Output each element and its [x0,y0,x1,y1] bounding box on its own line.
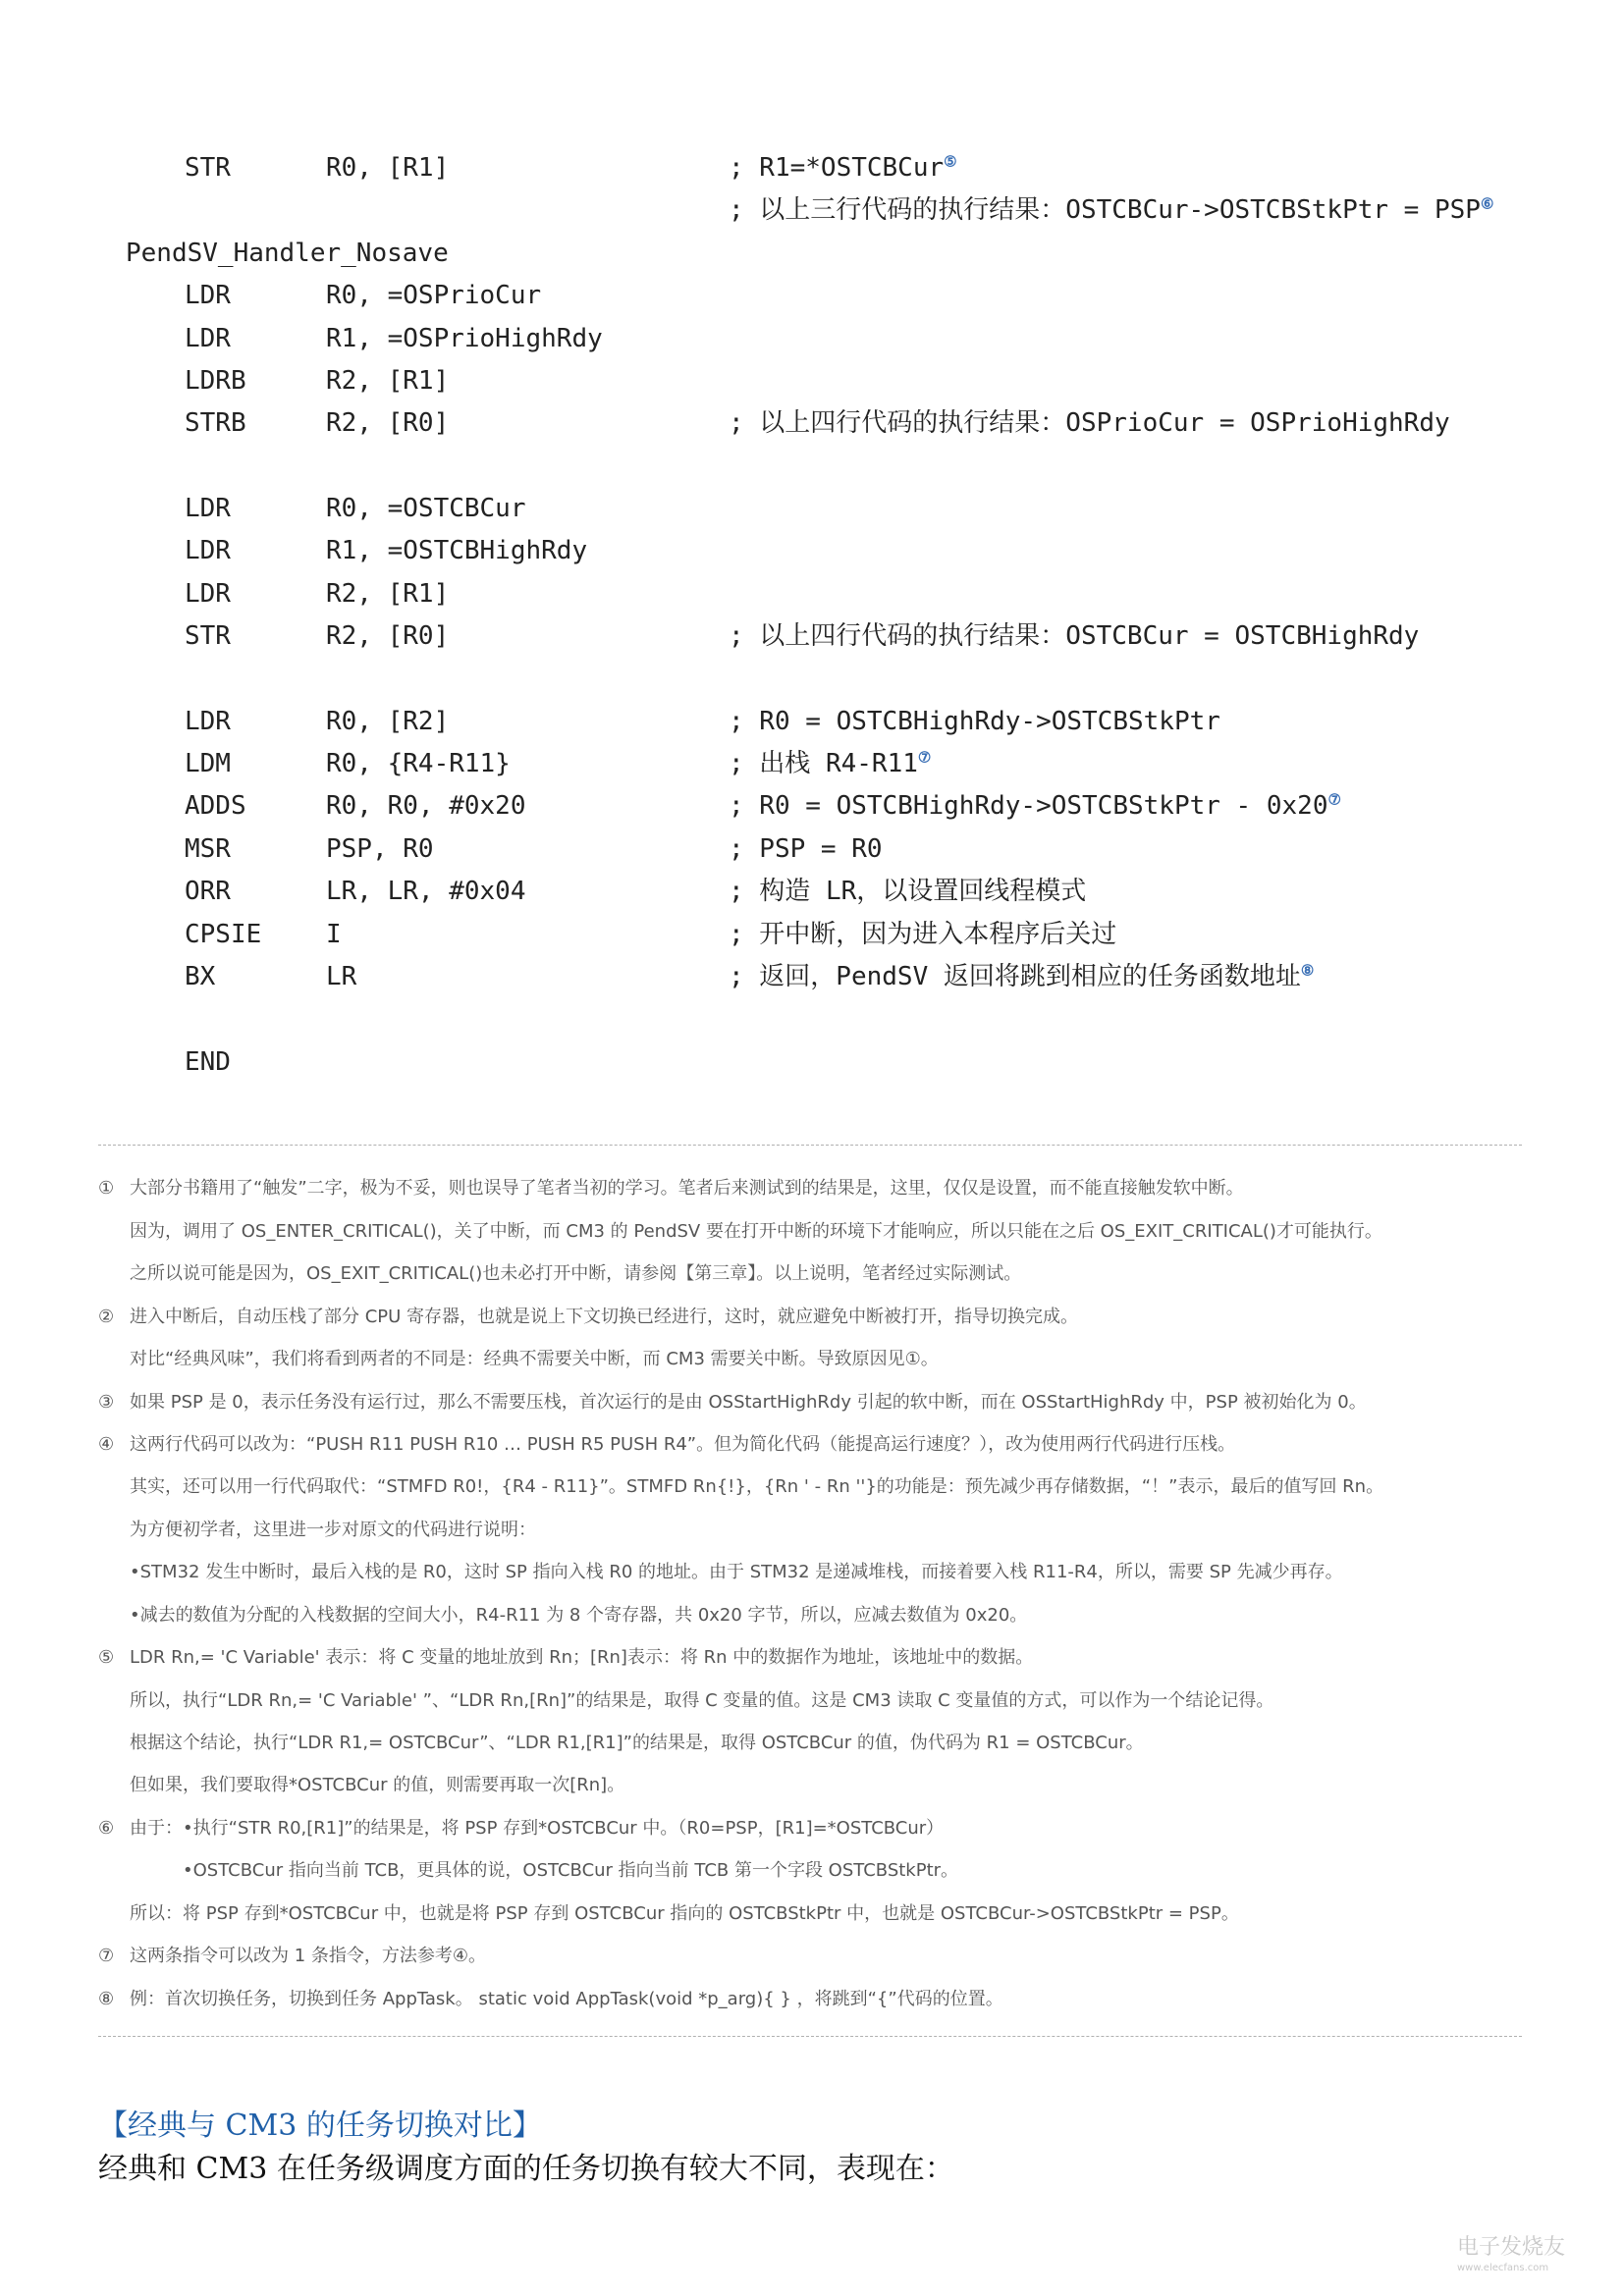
footnote-continuation: 所以，执行“LDR Rn,= 'C Variable' ”、“LDR Rn,[Rn]”的结果是，取得 C 变量的值。这是 CM3 读取 C 变量值的方式，可以作为一个结论记得。 [130,1690,1274,1711]
code-comment: ; 以上四行代码的执行结果：OSTCBCur = OSTCBHighRdy [729,621,1420,651]
footnote-text: 这两行代码可以改为：“PUSH R11 PUSH R10 … PUSH R5 PUSH R4”。但为简化代码（能提高运行速度？），改为使用两行代码进行压栈。 [130,1434,1236,1455]
code-comment: ; 构造 LR，以设置回线程模式 [729,877,1087,906]
footnote [98,1423,1532,1466]
footnote-continuation: 所以：将 PSP 存到*OSTCBCur 中，也就是将 PSP 存到 OSTCBCur 指向的 OSTCBStkPtr 中，也就是 OSTCBCur->OSTCBStkPtr = PSP。 [130,1903,1239,1924]
code-args: R2, [R1] [326,366,450,396]
code-comment: ; 以上四行代码的执行结果：OSPrioCur = OSPrioHighRdy [729,408,1450,438]
code-line [0,871,1624,913]
code-op: STRB [185,408,246,438]
footnote [98,1636,1532,1679]
code-comment [729,147,957,189]
code-args: LR, LR, #0x04 [326,877,526,906]
footnote-number: ⑥ [98,1818,115,1839]
code-op: LDR [185,707,231,736]
code-line [0,615,1624,658]
code-args: R0, [R1] [326,153,450,183]
code-op: LDM [185,749,231,778]
code-line [0,402,1624,445]
footnote-ref[interactable]: ⑥ [1480,194,1494,213]
code-line [0,233,1624,275]
footnote-ref[interactable]: ⑤ [944,152,957,171]
footnote-text: 如果 PSP 是 0，表示任务没有运行过，那么不需要压栈，首次运行的是由 OSStartHighRdy 引起的软中断，而在 OSStartHighRdy 中，PSP 被初始化为 0。 [130,1392,1367,1413]
code-op: CPSIE [185,920,262,949]
code-args: I [326,920,342,949]
code-line [0,573,1624,615]
footnote-text: LDR Rn,= 'C Variable' 表示：将 C 变量的地址放到 Rn；[Rn]表示：将 Rn 中的数据作为地址，该地址中的数据。 [130,1647,1034,1668]
footnote [98,1978,1532,2020]
footnote [98,1935,1532,1977]
code-op: STR [185,621,231,651]
footnote-number: ④ [98,1434,115,1455]
code-line [0,360,1624,402]
code-line [0,828,1624,871]
footnote-continuation: 为方便初学者，这里进一步对原文的代码进行说明： [130,1520,536,1540]
code-op: LDR [185,579,231,609]
footnote [98,1296,1532,1338]
footnote-number: ⑦ [98,1946,115,1966]
comment-text: ; 返回，PendSV 返回将跳到相应的任务函数地址 [729,962,1301,991]
code-line [0,956,1624,998]
footnote-number: ② [98,1307,115,1327]
comment-text: ; 出栈 R4-R11 [729,749,918,778]
code-args: R2, [R0] [326,621,450,651]
footnote-text: 例：首次切换任务，切换到任务 AppTask。 static void AppTask(void *p_arg){ } ，将跳到“{”代码的位置。 [130,1989,1003,2009]
footnote-ref[interactable]: ⑦ [917,748,932,767]
code-comment [729,956,1314,998]
code-args: R1, =OSTCBHighRdy [326,536,588,565]
code-op: LDRB [185,366,246,396]
code-args: R0, =OSPrioCur [326,281,542,310]
code-args: R0, R0, #0x20 [326,791,526,821]
footnote-text: 大部分书籍用了“触发”二字，极为不妥，则也误导了笔者当初的学习。笔者后来测试到的结果是，这里，仅仅是设置，而不能直接触发软中断。 [130,1178,1244,1199]
code-line [0,701,1624,743]
footnote-number: ⑤ [98,1647,115,1668]
code-line [0,275,1624,317]
footnote-continuation: 对比“经典风味”，我们将看到两者的不同是：经典不需要关中断，而 CM3 需要关中断。导致原因见①。 [130,1349,939,1369]
code-comment: ; PSP = R0 [729,834,883,864]
code-op: ORR [185,877,231,906]
body-paragraph: 经典和 CM3 在任务级调度方面的任务切换有较大不同，表现在： [98,2152,954,2186]
footnote-ref[interactable]: ⑦ [1327,790,1341,809]
code-args: R0, =OSTCBCur [326,494,526,523]
code-op: LDR [185,324,231,353]
footnote-text: 由于：•执行“STR R0,[R1]”的结果是，将 PSP 存到*OSTCBCur 中。（R0=PSP，[R1]=*OSTCBCur） [130,1818,945,1839]
footnote-bullet: •减去的数值为分配的入栈数据的空间大小，R4-R11 为 8 个寄存器，共 0x20 字节，所以，应减去数值为 0x20。 [130,1605,1028,1626]
code-args: R2, [R0] [326,408,450,438]
footnote-bullet: •STM32 发生中断时，最后入栈的是 R0，这时 SP 指向入栈 R0 的地址。由于 STM32 是递减堆栈，而接着要入栈 R11-R4，所以，需要 SP 先减少再存。 [130,1562,1343,1582]
code-args: R0, [R2] [326,707,450,736]
code-op: LDR [185,536,231,565]
comment-text: ; R0 = OSTCBHighRdy->OSTCBStkPtr - 0x20 [729,791,1328,821]
code-comment [729,743,931,785]
footnote-bullet: •OSTCBCur 指向当前 TCB，更具体的说，OSTCBCur 指向当前 TCB 第一个字段 OSTCBStkPtr。 [183,1860,959,1881]
footnote-continuation: 但如果，我们要取得*OSTCBCur 的值，则需要再取一次[Rn]。 [130,1775,625,1795]
section-title: 【经典与 CM3 的任务切换对比】 [98,2109,542,2143]
code-line [0,147,1624,189]
footnote-number: ③ [98,1392,115,1413]
code-comment: ; 开中断，因为进入本程序后关过 [729,920,1117,949]
comment-text: ; 以上三行代码的执行结果：OSTCBCur->OSTCBStkPtr = PSP [729,195,1481,225]
footnote-separator [98,2036,1522,2037]
code-op: LDR [185,494,231,523]
watermark-site: www.elecfans.com [1457,2263,1549,2273]
watermark-logo-text: 电子发烧友 [1457,2235,1566,2260]
code-op: ADDS [185,791,246,821]
code-comment: ; R0 = OSTCBHighRdy->OSTCBStkPtr [729,707,1220,736]
code-op: BX [185,962,216,991]
footnote-number: ⑧ [98,1989,115,2009]
code-line [0,318,1624,360]
footnote [98,1381,1532,1423]
footnote-continuation: 根据这个结论，执行“LDR R1,= OSTCBCur”、“LDR R1,[R1]”的结果是，取得 OSTCBCur 的值，伪代码为 R1 = OSTCBCur。 [130,1733,1144,1753]
code-args: R0, {R4-R11} [326,749,511,778]
code-op: LDR [185,281,231,310]
code-line [0,1041,1624,1084]
code-line [0,530,1624,572]
code-line [0,189,1624,232]
code-op: MSR [185,834,231,864]
footnote-continuation: 因为，调用了 OS_ENTER_CRITICAL()，关了中断，而 CM3 的 PendSV 要在打开中断的环境下才能响应，所以只能在之后 OS_EXIT_CRITICAL()才可能执行。 [130,1221,1382,1242]
watermark-logo [1457,2234,1604,2283]
footnote [98,1807,1532,1849]
code-args: R2, [R1] [326,579,450,609]
footnote-continuation: 其实，还可以用一行代码取代：“STMFD R0!，{R4 - R11}”。STMFD Rn{!}，{Rn ' - Rn ''}的功能是：预先减少再存储数据，“！”表示，最后的值写回 Rn。 [130,1476,1384,1497]
code-args: PSP, R0 [326,834,434,864]
code-comment [729,785,1341,828]
code-line [0,914,1624,956]
code-op: END [185,1047,231,1077]
code-line [0,785,1624,828]
code-args: LR [326,962,357,991]
footnote [98,1167,1532,1209]
code-label: PendSV_Handler_Nosave [126,239,449,268]
comment-text: ; R1=*OSTCBCur [729,153,945,183]
footnote-text: 这两条指令可以改为 1 条指令，方法参考④。 [130,1946,487,1966]
footnote-text: 进入中断后，自动压栈了部分 CPU 寄存器，也就是说上下文切换已经进行，这时，就应避免中断被打开，指导切换完成。 [130,1307,1079,1327]
code-line [0,743,1624,785]
footnote-continuation: 之所以说可能是因为，OS_EXIT_CRITICAL()也未必打开中断，请参阅【第三章】。以上说明，笔者经过实际测试。 [130,1263,1022,1284]
footnote-ref[interactable]: ⑧ [1300,961,1315,980]
footnote-separator [98,1145,1522,1146]
footnote-number: ① [98,1178,115,1199]
code-args: R1, =OSPrioHighRdy [326,324,603,353]
code-op: STR [185,153,231,183]
code-line [0,488,1624,530]
code-comment [729,189,1493,232]
